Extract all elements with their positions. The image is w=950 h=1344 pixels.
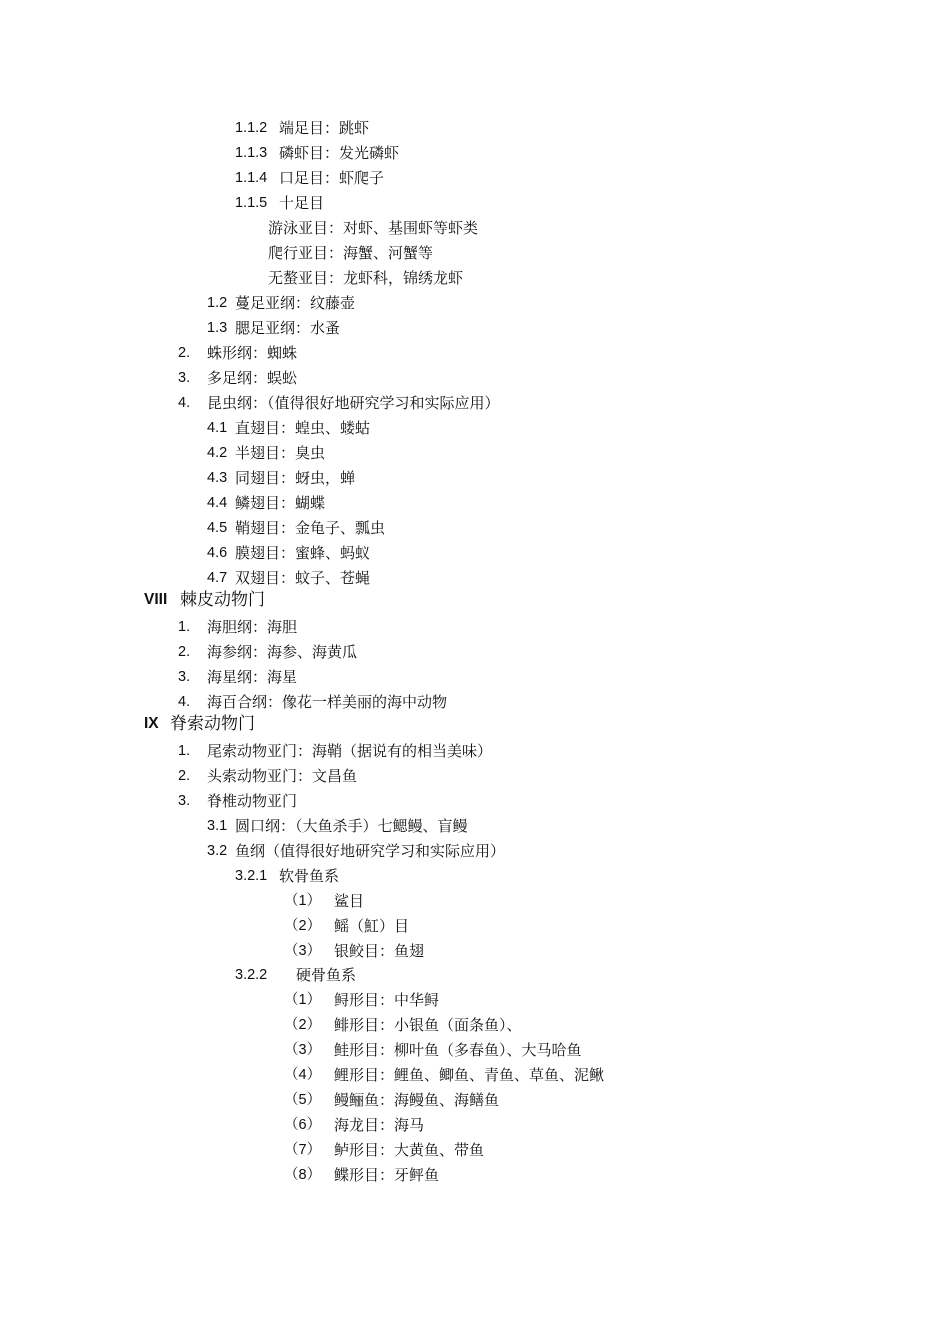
item-text: 双翅目：蚊子、苍蝇 (235, 569, 371, 587)
item-text: 鳗鲡鱼：海鳗鱼、海鳝鱼 (334, 1091, 500, 1109)
item-number: 4.5 (207, 520, 228, 536)
item-text: 海星纲：海星 (207, 668, 298, 686)
item-text: 蛛形纲：蜘蛛 (207, 344, 298, 362)
item-number: （8） (284, 1167, 322, 1183)
item-number: 3. (178, 370, 191, 386)
item-number: 4. (178, 395, 191, 411)
item-number: 4.1 (207, 420, 228, 436)
item-text: 头索动物亚门：文昌鱼 (207, 767, 358, 785)
item-text: 鱼纲（值得很好地研究学习和实际应用） (235, 842, 506, 860)
item-text: 软骨鱼系 (279, 867, 340, 885)
heading-number: IX (144, 715, 159, 732)
item-number: （7） (284, 1142, 322, 1158)
item-text: 蔓足亚纲：纹藤壶 (235, 294, 356, 312)
item-text: 尾索动物亚门：海鞘（据说有的相当美味） (207, 742, 493, 760)
item-number: 3. (178, 669, 191, 685)
item-number: （6） (284, 1117, 322, 1133)
heading-text: 脊索动物门 (170, 714, 255, 734)
item-text: 银鲛目：鱼翅 (334, 942, 425, 960)
item-number: （2） (284, 1017, 322, 1033)
item-number: （4） (284, 1067, 322, 1083)
item-number: 4.2 (207, 445, 228, 461)
item-number: 1.2 (207, 295, 228, 311)
item-text: 鲨目 (334, 892, 365, 910)
item-text: 腮足亚纲：水蚤 (235, 319, 341, 337)
item-number: （5） (284, 1092, 322, 1108)
item-text: 爬行亚目：海蟹、河蟹等 (268, 244, 434, 262)
item-text: 脊椎动物亚门 (207, 792, 298, 810)
item-text: 圆口纲：（大鱼杀手）七鳃鳗、盲鳗 (235, 817, 468, 835)
item-number: 2. (178, 768, 191, 784)
item-text: 鳞翅目：蝴蝶 (235, 494, 326, 512)
item-number: 3.2.2 (235, 967, 268, 983)
item-text: 硬骨鱼系 (296, 966, 357, 984)
item-number: 3.2.1 (235, 868, 268, 884)
item-number: （3） (284, 943, 322, 959)
item-number: 4.6 (207, 545, 228, 561)
item-number: 1. (178, 619, 191, 635)
item-text: 膜翅目：蜜蜂、蚂蚁 (235, 544, 371, 562)
item-text: 同翅目：蚜虫，蝉 (235, 469, 356, 487)
heading-text: 棘皮动物门 (180, 590, 265, 610)
item-number: 1.1.3 (235, 145, 268, 161)
item-text: 鲈形目：大黄鱼、带鱼 (334, 1141, 485, 1159)
item-text: 昆虫纲：（值得很好地研究学习和实际应用） (207, 394, 500, 412)
item-number: 4.4 (207, 495, 228, 511)
item-number: 1.1.4 (235, 170, 268, 186)
item-text: 游泳亚目：对虾、基围虾等虾类 (268, 219, 479, 237)
item-text: 直翅目：蝗虫、蝼蛄 (235, 419, 371, 437)
item-text: 端足目：跳虾 (279, 119, 370, 137)
item-text: 鲤形目：鲤鱼、鲫鱼、青鱼、草鱼、泥鳅 (334, 1066, 605, 1084)
item-text: 鲑形目：柳叶鱼（多春鱼）、大马哈鱼 (334, 1041, 582, 1059)
item-text: 鲽形目：牙鲆鱼 (334, 1166, 440, 1184)
item-number: 4. (178, 694, 191, 710)
item-number: （3） (284, 1042, 322, 1058)
item-number: （2） (284, 918, 322, 934)
item-text: 磷虾目：发光磷虾 (279, 144, 400, 162)
item-text: 无螯亚目：龙虾科，锦绣龙虾 (268, 269, 464, 287)
item-text: 鳐（魟）目 (334, 917, 410, 935)
heading-number: VIII (144, 591, 168, 608)
item-text: 半翅目：臭虫 (235, 444, 326, 462)
item-text: 多足纲：蜈蚣 (207, 369, 298, 387)
item-number: 3.1 (207, 818, 228, 834)
item-number: 1.1.2 (235, 120, 268, 136)
item-number: 2. (178, 345, 191, 361)
item-number: 2. (178, 644, 191, 660)
item-text: 口足目：虾爬子 (279, 169, 385, 187)
item-text: 海百合纲：像花一样美丽的海中动物 (207, 693, 448, 711)
item-number: 1.1.5 (235, 195, 268, 211)
item-text: 鞘翅目：金龟子、瓢虫 (235, 519, 386, 537)
item-text: 鲱形目：小银鱼（面条鱼）、 (334, 1016, 522, 1034)
item-text: 十足目 (279, 194, 325, 212)
item-number: （1） (284, 992, 322, 1008)
item-number: 4.3 (207, 470, 228, 486)
item-number: （1） (284, 893, 322, 909)
item-number: 3. (178, 793, 191, 809)
item-number: 4.7 (207, 570, 228, 586)
item-number: 1. (178, 743, 191, 759)
item-text: 海参纲：海参、海黄瓜 (207, 643, 358, 661)
item-text: 鲟形目：中华鲟 (334, 991, 440, 1009)
item-number: 1.3 (207, 320, 228, 336)
item-number: 3.2 (207, 843, 228, 859)
item-text: 海胆纲：海胆 (207, 618, 298, 636)
item-text: 海龙目：海马 (334, 1116, 425, 1134)
